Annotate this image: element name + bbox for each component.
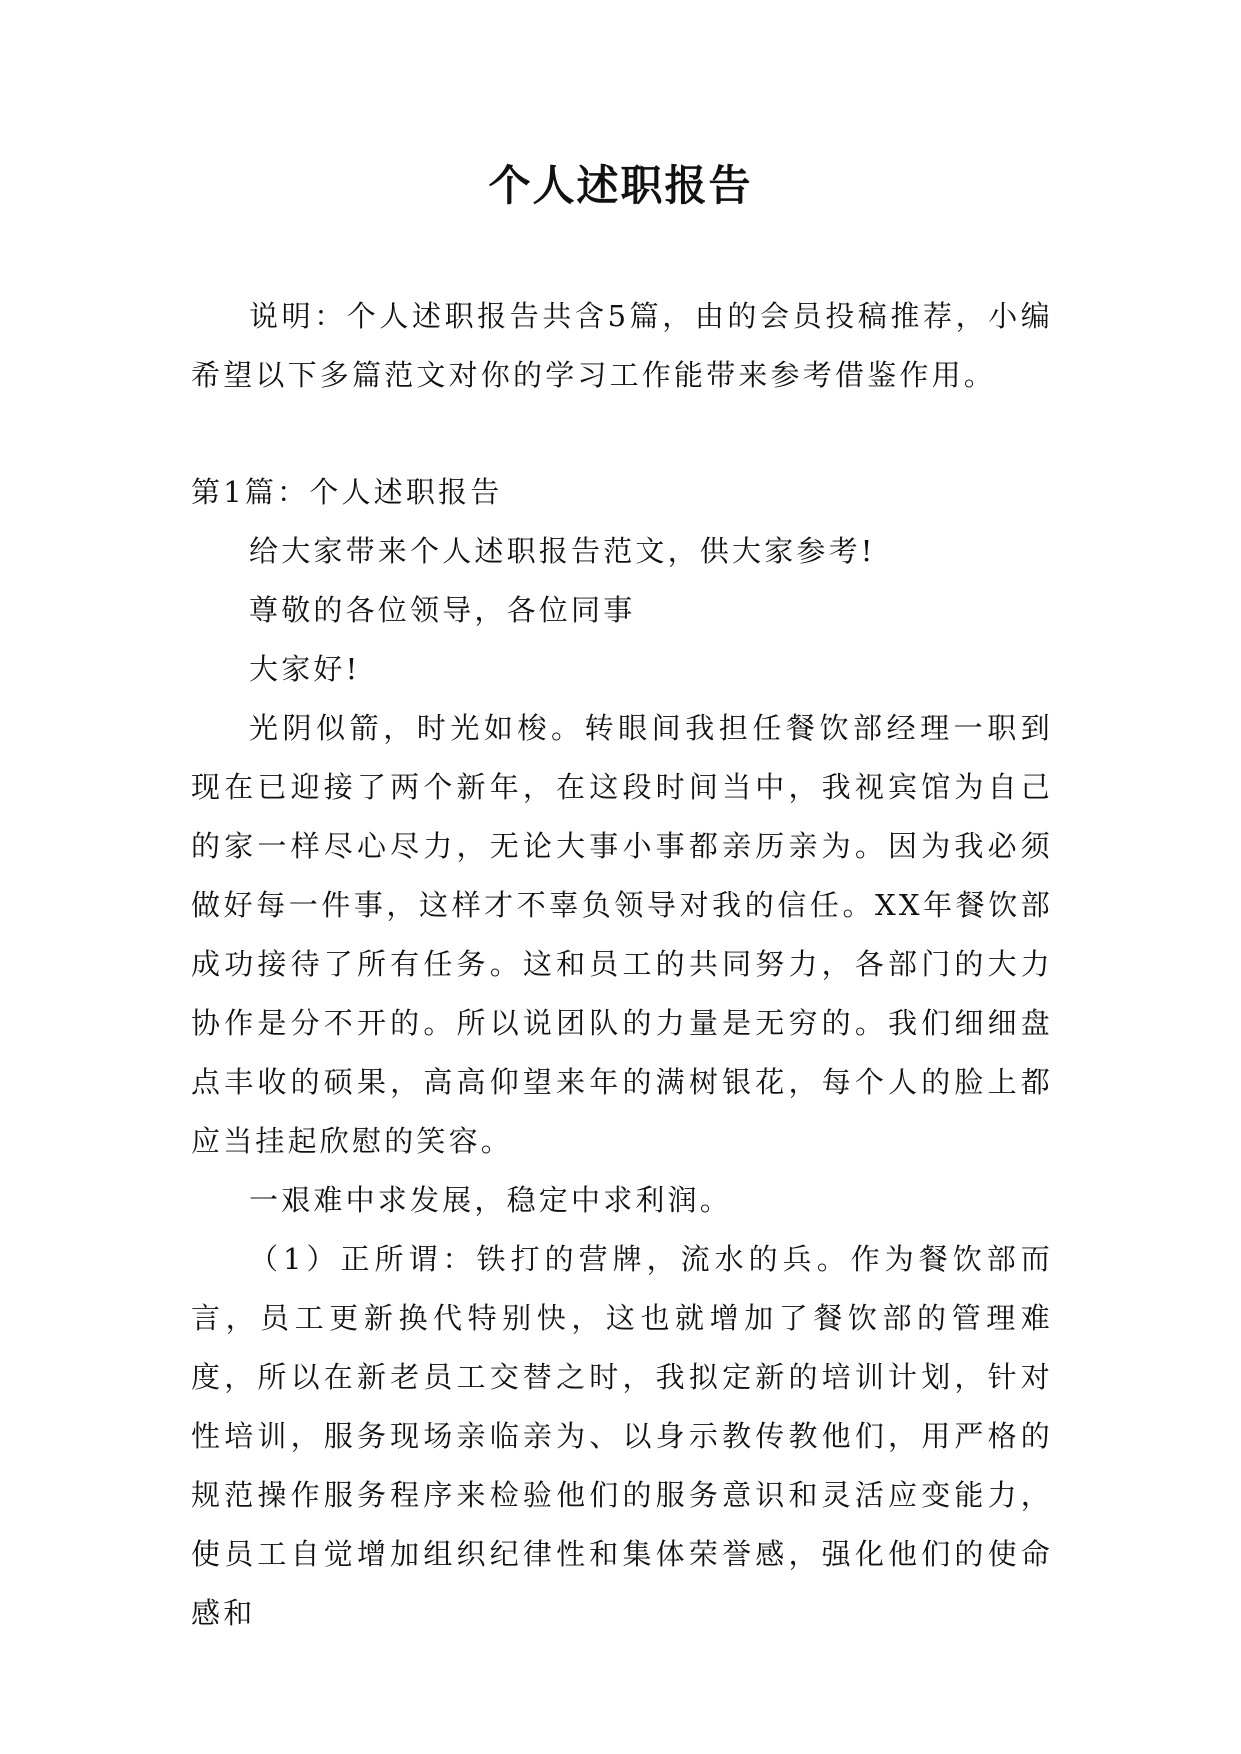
body-paragraph: （1）正所谓：铁打的营牌，流水的兵。作为餐饮部而言，员工更新换代特别快，这也就增加了餐饮部的管理难度，所以在新老员工交替之时，我拟定新的培训计划，针对性培训，服务现场亲临亲为、以身示教传教他们，用严格的规范操作服务程序来检验他们的服务意识和灵活应变能力，使员工自觉增加组织纪律性和集体荣誉感，强化他们的使命感和 xyxy=(191,1242,1053,1630)
intro-paragraph: 说明：个人述职报告共含5篇，由的会员投稿推荐，小编希望以下多篇范文对你的学习工作能带来参考借鉴作用。 xyxy=(191,299,1053,392)
body-paragraph: 大家好! xyxy=(249,652,361,686)
document-title: 个人述职报告 xyxy=(488,161,753,210)
body-paragraph: 光阴似箭，时光如梭。转眼间我担任餐饮部经理一职到现在已迎接了两个新年，在这段时间当中，我视宾馆为自己的家一样尽心尽力，无论大事小事都亲历亲为。因为我必须做好每一件事，这样才不辜负领导对我的信任。XX年餐饮部成功接待了所有任务。这和员工的共同努力，各部门的大力协作是分不开的。所以说团队的力量是无穷的。我们细细盘点丰收的硕果，高高仰望来年的满树银花，每个人的脸上都应当挂起欣慰的笑容。 xyxy=(191,711,1053,1158)
body-paragraph: 尊敬的各位领导，各位同事 xyxy=(249,593,636,627)
document-body xyxy=(191,287,1053,1643)
body-paragraph: 给大家带来个人述职报告范文，供大家参考! xyxy=(249,534,876,568)
body-paragraph: 一艰难中求发展，稳定中求利润。 xyxy=(249,1183,733,1217)
chapter-heading: 第1篇：个人述职报告 xyxy=(191,475,503,509)
